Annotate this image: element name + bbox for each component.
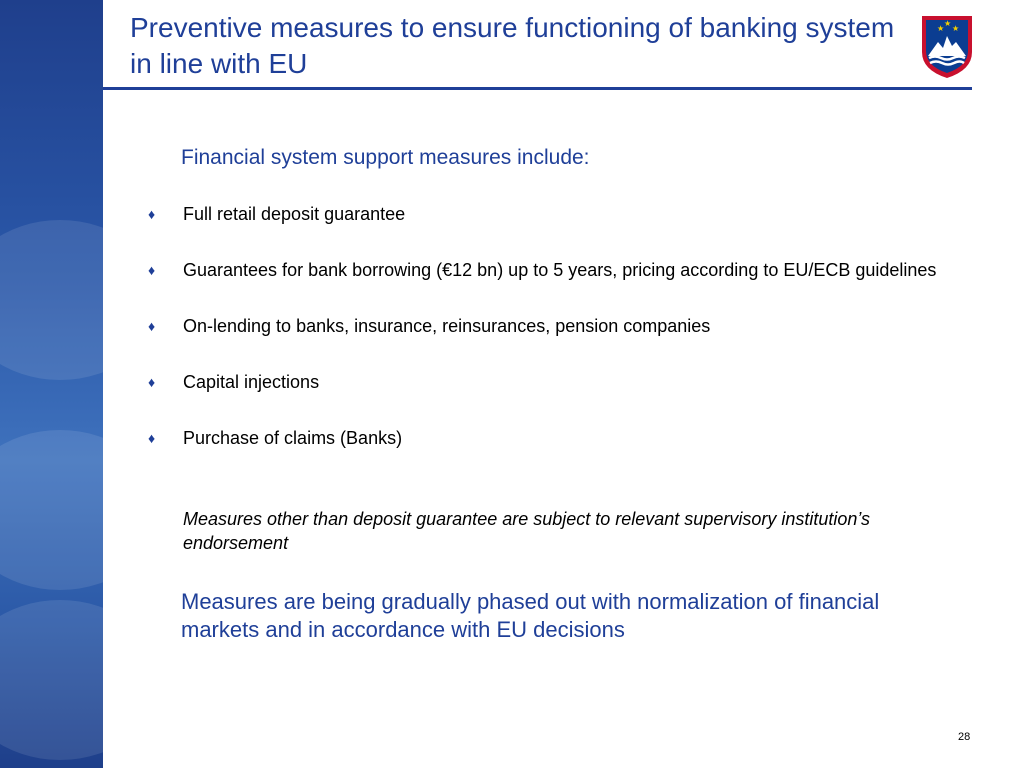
list-item xyxy=(148,426,948,450)
bullet-list xyxy=(148,202,948,450)
decorative-sidebar xyxy=(0,0,103,768)
diamond-bullet-icon: ♦ xyxy=(148,206,156,222)
list-item xyxy=(148,258,948,282)
italic-note: Measures other than deposit guarantee are subject to relevant supervisory institution’s endorsement xyxy=(183,509,871,553)
page-number: 28 xyxy=(958,731,971,743)
conclusion-text: Measures are being gradually phased out with normalization of financial markets and in accordance with EU decisions xyxy=(181,589,880,642)
diamond-bullet-icon: ♦ xyxy=(148,374,156,390)
bullet-text: Purchase of claims (Banks) xyxy=(183,428,403,448)
diamond-bullet-icon: ♦ xyxy=(148,318,156,334)
diamond-bullet-icon: ♦ xyxy=(148,262,156,278)
title-divider xyxy=(103,87,972,90)
sidebar-wave xyxy=(0,430,103,590)
list-item xyxy=(148,370,948,394)
svg-text:★: ★ xyxy=(952,24,960,33)
bullet-text: Guarantees for bank borrowing (€12 bn) up to 5 years, pricing according to EU/ECB guidelines xyxy=(183,260,937,280)
svg-text:★: ★ xyxy=(937,24,945,33)
slide-title: Preventive measures to ensure functioning of banking system in line with EU xyxy=(130,12,895,79)
sidebar-wave xyxy=(0,600,103,760)
intro-text: Financial system support measures include: xyxy=(181,146,590,169)
svg-text:★: ★ xyxy=(944,19,952,28)
diamond-bullet-icon: ♦ xyxy=(148,430,156,446)
bullet-text: Capital injections xyxy=(183,372,320,392)
bullet-text: On-lending to banks, insurance, reinsurances, pension companies xyxy=(183,316,711,336)
sidebar-wave xyxy=(0,220,103,380)
slovenia-coat-of-arms-icon xyxy=(918,12,976,80)
list-item xyxy=(148,314,948,338)
list-item xyxy=(148,202,948,226)
bullet-text: Full retail deposit guarantee xyxy=(183,204,406,224)
